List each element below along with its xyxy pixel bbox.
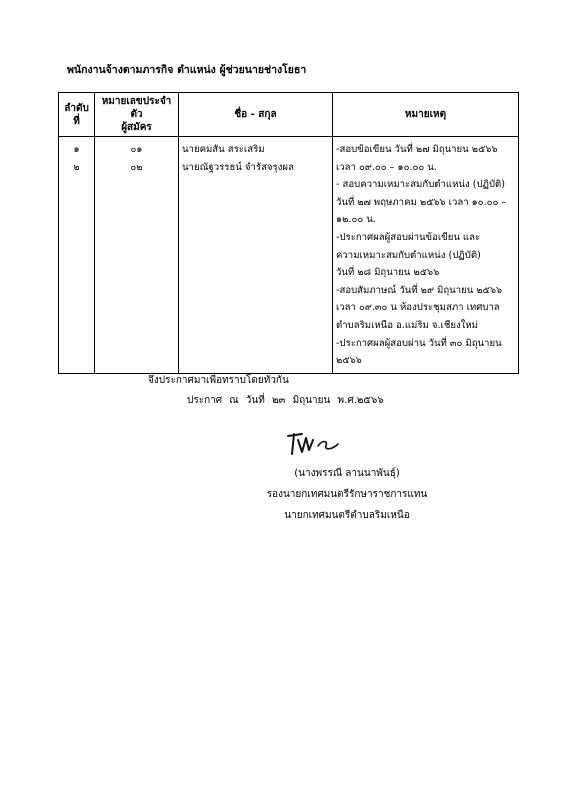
remark-line: ตำบลริมเหนือ อ.แม่ริม จ.เชียงใหม่: [336, 319, 478, 331]
announce-date: ประกาศ ณ วันที่ ๒๓ มิถุนายน พ.ศ.๒๕๖๖: [187, 395, 384, 406]
remark-line: -สอบข้อเขียน วันที่ ๒๗ มิถุนายน ๒๕๖๖: [336, 144, 498, 155]
name-cell: [179, 137, 333, 374]
remarks-cell: [333, 137, 519, 374]
applicant-no-cell: [95, 137, 179, 374]
table-header-row: [59, 93, 519, 137]
seq-2: ๒: [73, 161, 80, 173]
header-applicant-no: [95, 93, 179, 137]
remark-line: -สอบสัมภาษณ์ วันที่ ๒๙ มิถุนายน ๒๕๖๖: [336, 284, 503, 296]
signatory-title-2: นายกเทศมนตรีตำบลริมเหนือ: [284, 510, 410, 521]
signatory-name: (นางพรรณี ลานนาพันธุ์): [294, 468, 400, 479]
seq-1: ๑: [73, 144, 80, 155]
header-seq: [59, 93, 95, 137]
header-applicant-no-line1: หมายเลขประจำตัว: [101, 96, 172, 120]
header-name: ชื่อ - สกุล: [179, 93, 333, 137]
name-2: นายณัฐวรรธน์ จำรัสจรุงผล: [182, 161, 294, 173]
remark-line: ๑๒.๐๐ น.: [336, 214, 376, 226]
notice-text: จึงประกาศมาเพื่อทราบโดยทั่วกัน: [148, 375, 289, 386]
table-row: [59, 137, 519, 374]
remark-line: วันที่ ๒๗ พฤษภาคม ๒๕๖๖ เวลา ๑๐.๐๐ –: [336, 196, 507, 208]
header-seq-line1: ลำดับ: [64, 102, 89, 114]
remark-line: - สอบความเหมาะสมกับตำแหน่ง (ปฏิบัติ): [336, 179, 506, 191]
applicant-no-1: ๐๑: [130, 144, 143, 155]
name-1: นายคมสัน สระเสริม: [182, 144, 265, 155]
remark-line: ๒๕๖๖: [336, 355, 362, 367]
header-remarks: หมายเหตุ: [333, 93, 519, 137]
handwritten-signature: [282, 428, 362, 460]
remark-line: -ประกาศผลผู้สอบผ่านข้อเขียน และ: [336, 231, 481, 243]
remark-line: -ประกาศผลผู้สอบผ่าน วันที่ ๓๐ มิถุนายน: [336, 337, 502, 349]
applicant-no-2: ๐๒: [130, 161, 143, 173]
signatory-title-1: รองนายกเทศมนตรีรักษาราชการแทน: [266, 489, 428, 500]
remark-line: เวลา ๐๙.๐๐ – ๑๐.๐๐ น.: [336, 161, 437, 173]
seq-cell: [59, 137, 95, 374]
signature-block: [252, 463, 442, 526]
document-heading: พนักงานจ้างตามภารกิจ ตำแหน่ง ผู้ช่วยนายช่างโยธา: [67, 64, 307, 76]
header-applicant-no-line2: ผู้สมัคร: [121, 122, 152, 133]
remark-line: เวลา ๐๙.๓๐ น ห้องประชุมสภา เทศบาล: [336, 302, 500, 314]
header-seq-line2: ที่: [73, 115, 80, 127]
candidate-table: [58, 92, 519, 374]
remark-line: วันที่ ๒๘ มิถุนายน ๒๕๖๖: [336, 267, 440, 279]
remark-line: ความเหมาะสมกับตำแหน่ง (ปฏิบัติ): [336, 249, 481, 261]
